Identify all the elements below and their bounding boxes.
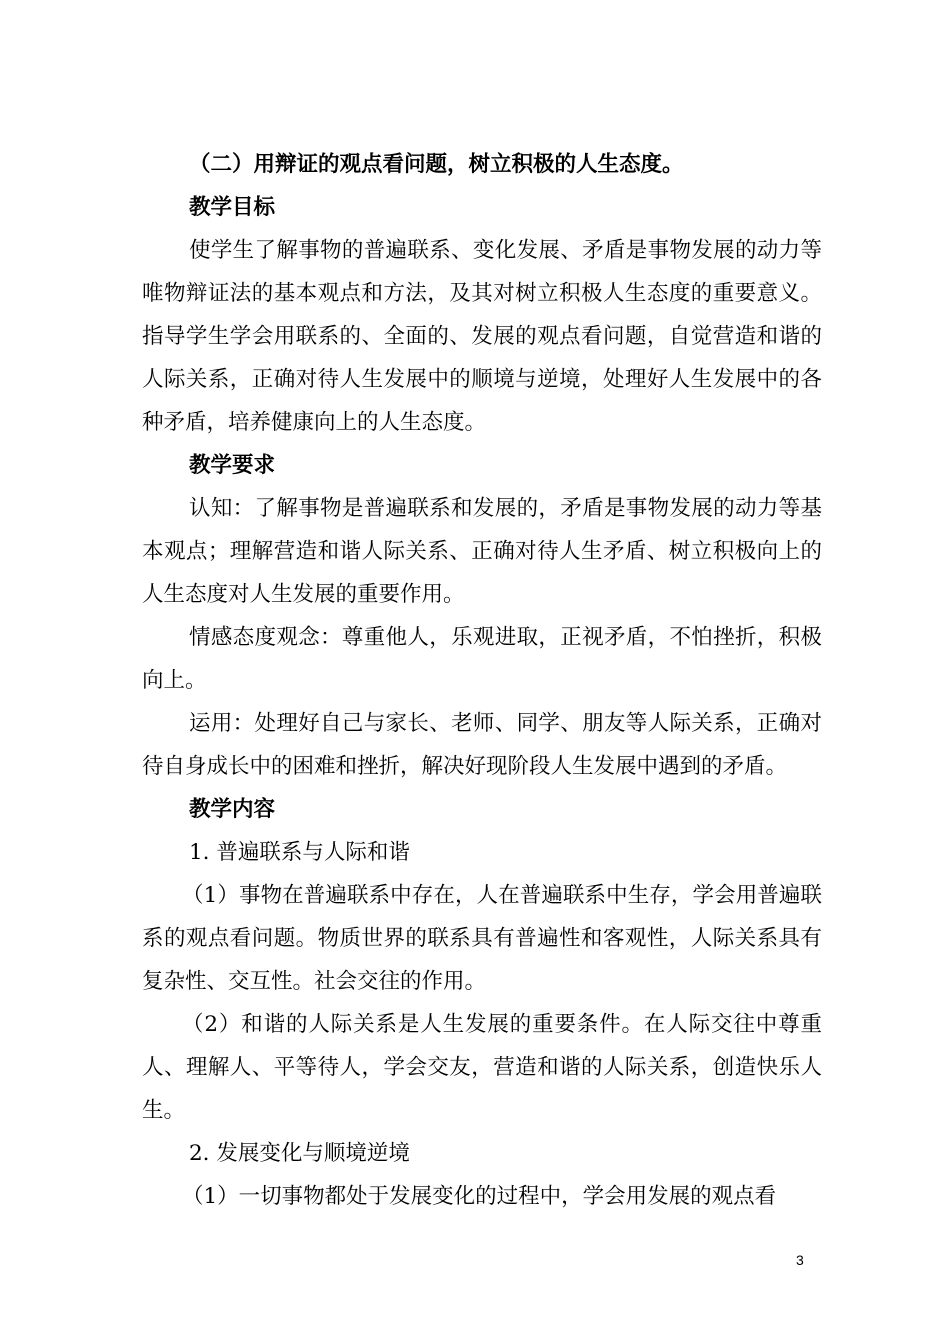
item1-paragraph-2: （2）和谐的人际关系是人生发展的重要条件。在人际交往中尊重人、理解人、平等待人，学会交友，营造和谐的人际关系，创造快乐人生。 [142,1012,822,1123]
item2-title: 2. 发展变化与顺境逆境 [189,1141,410,1166]
heading-teaching-requirements: 教学要求 [189,453,276,478]
paragraph-requirement-emotion: 情感态度观念：尊重他人，乐观进取，正视矛盾，不怕挫折，积极向上。 [142,625,822,693]
page-content [142,143,822,1218]
item2-paragraph-1: （1）一切事物都处于发展变化的过程中，学会用发展的观点看 [182,1184,777,1209]
paragraph-teaching-goals: 使学生了解事物的普遍联系、变化发展、矛盾是事物发展的动力等唯物辩证法的基本观点和方法，及其对树立积极人生态度的重要意义。指导学生学会用联系的、全面的、发展的观点看问题，自觉营造和谐的人际关系，正确对待人生发展中的顺境与逆境，处理好人生发展中的各种矛盾，培养健康向上的人生态度。 [142,238,822,435]
heading-teaching-content: 教学内容 [189,797,276,822]
section-title: （二）用辩证的观点看问题，树立积极的人生态度。 [189,152,684,177]
heading-teaching-goals: 教学目标 [189,195,276,220]
item1-title: 1. 普遍联系与人际和谐 [189,840,410,865]
paragraph-requirement-cognition: 认知：了解事物是普遍联系和发展的，矛盾是事物发展的动力等基本观点；理解营造和谐人际关系、正确对待人生矛盾、树立积极向上的人生态度对人生发展的重要作用。 [142,496,822,607]
page-number: 3 [796,1252,804,1268]
item1-paragraph-1: （1）事物在普遍联系中存在，人在普遍联系中生存，学会用普遍联系的观点看问题。物质世界的联系具有普遍性和客观性，人际关系具有复杂性、交互性。社会交往的作用。 [142,883,822,994]
paragraph-requirement-application: 运用：处理好自己与家长、老师、同学、朋友等人际关系，正确对待自身成长中的困难和挫折，解决好现阶段人生发展中遇到的矛盾。 [142,711,822,779]
